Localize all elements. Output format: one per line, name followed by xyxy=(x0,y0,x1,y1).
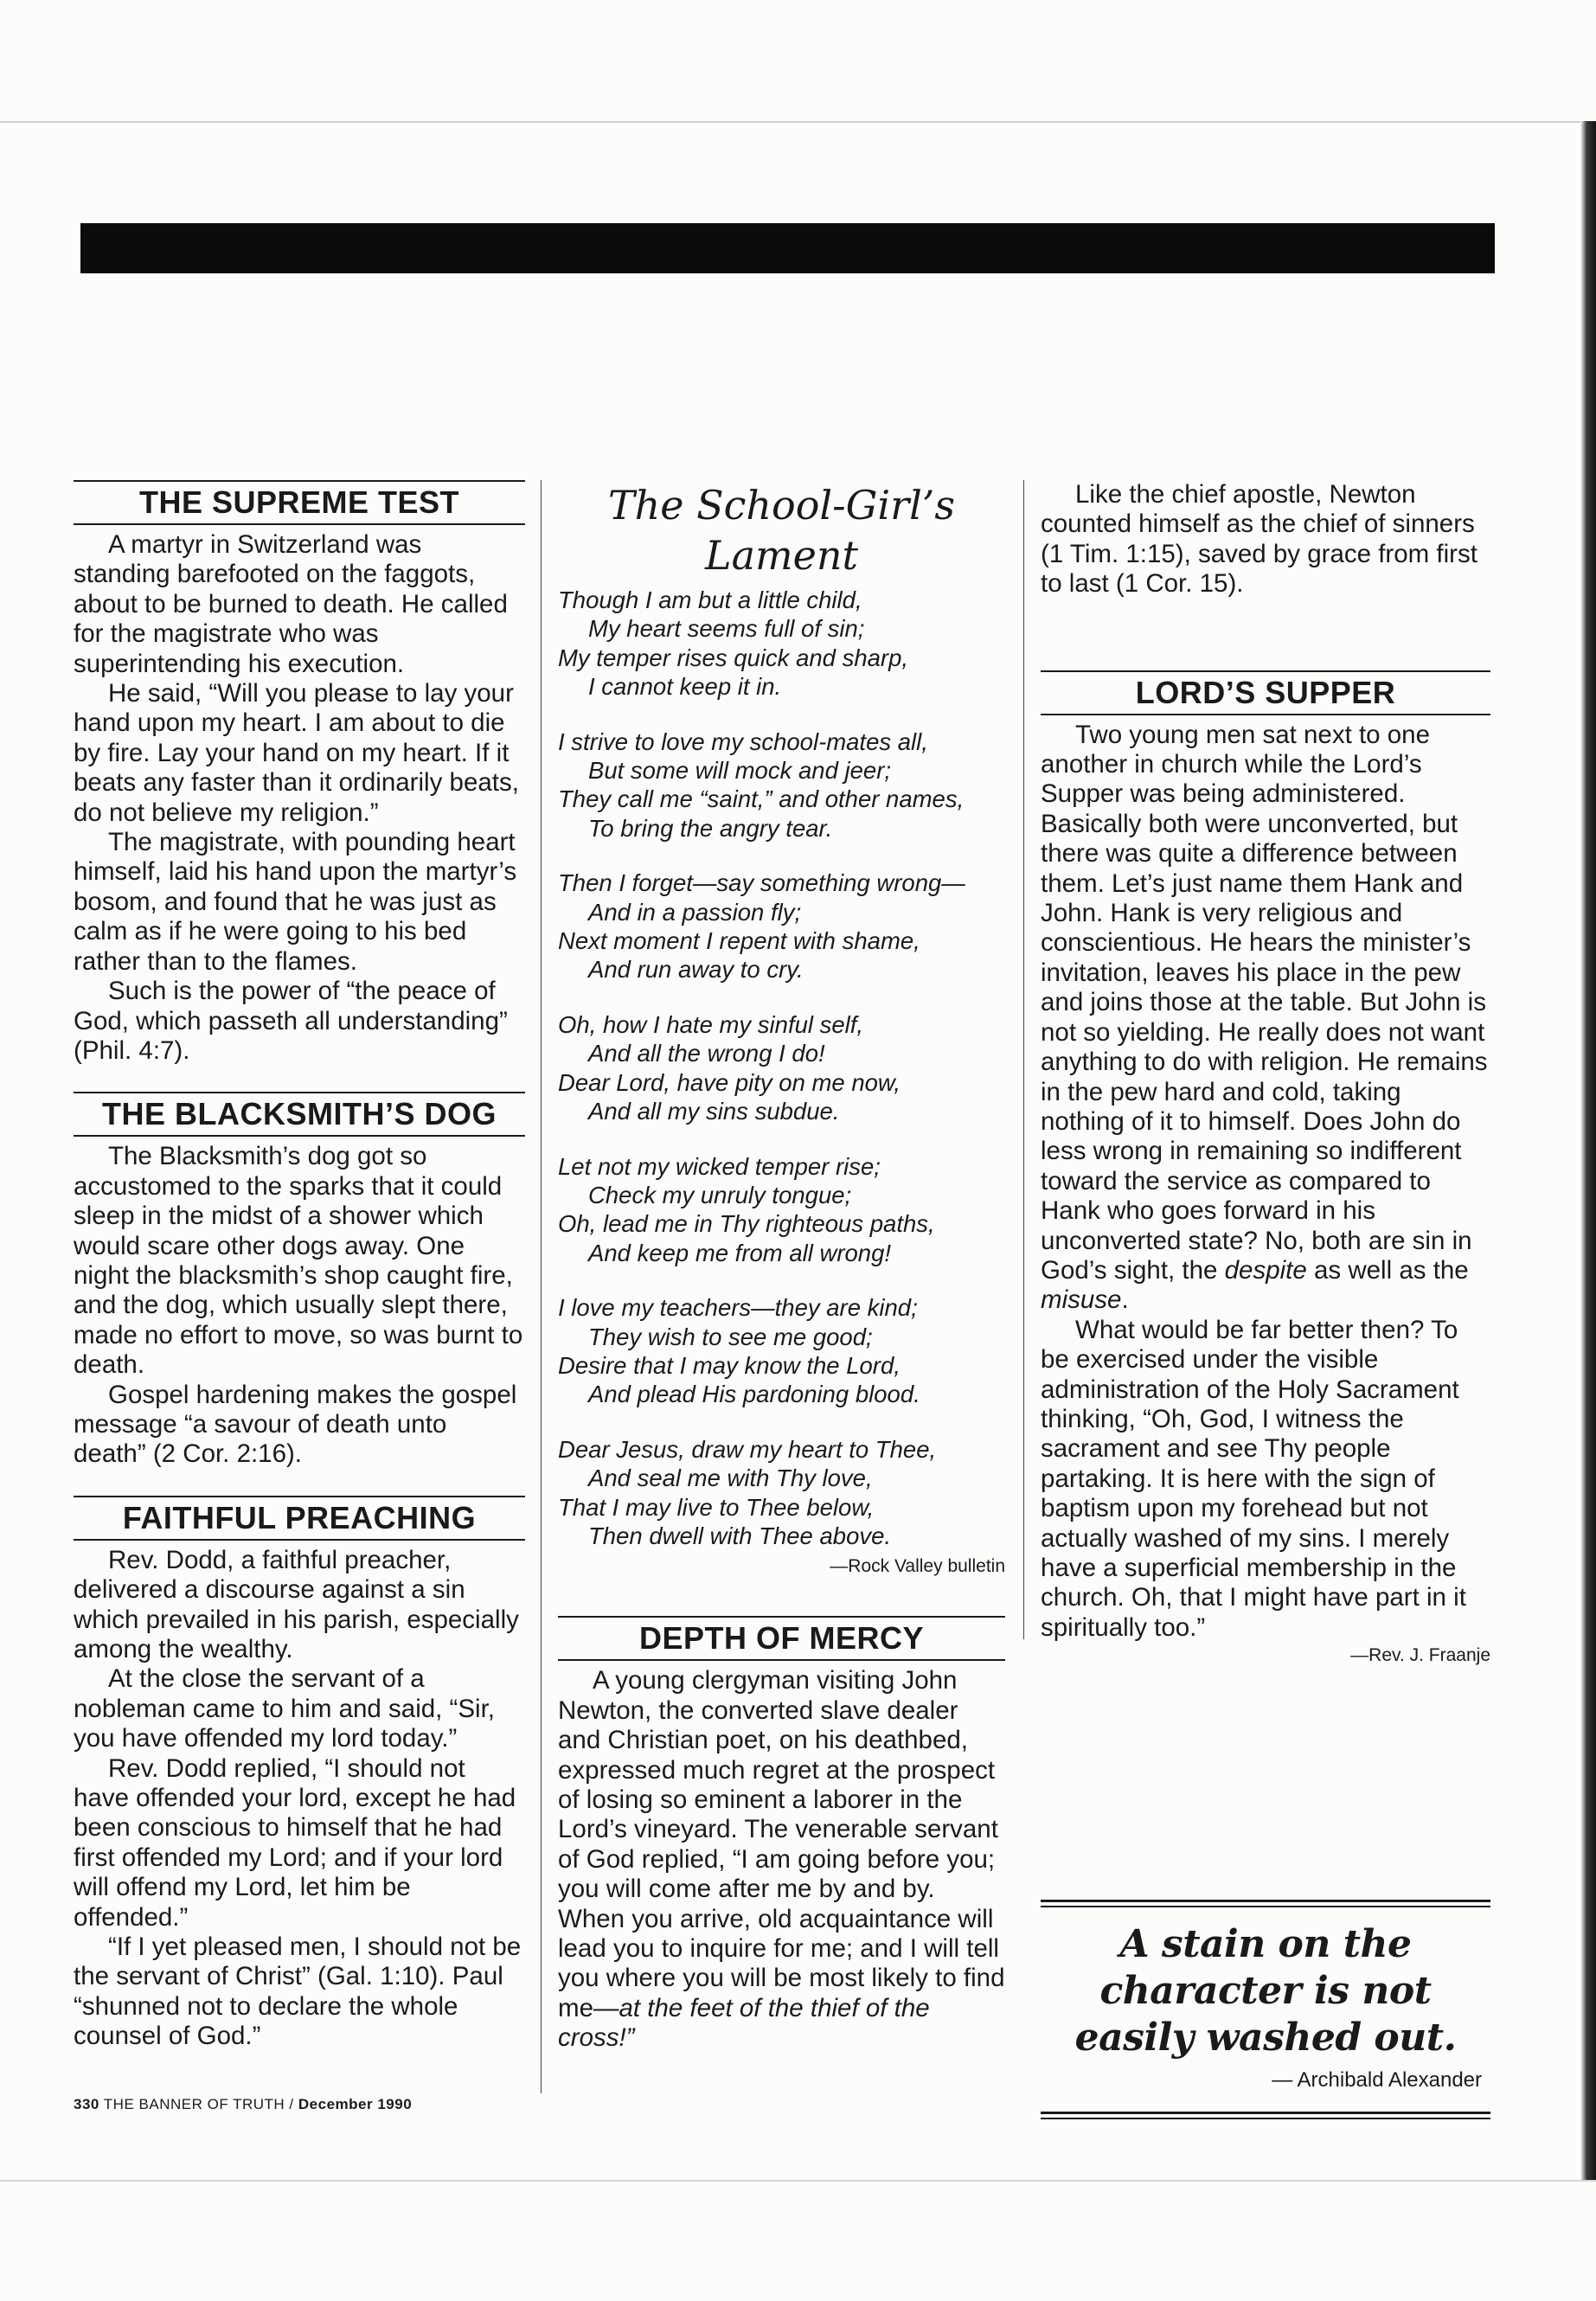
poem-title: The School-Girl’s Lament xyxy=(607,482,956,579)
poem-line: Oh, how I hate my sinful self, xyxy=(558,1010,864,1038)
poem-line: Next moment I repent with shame, xyxy=(558,927,920,955)
poem-line: Dear Lord, have pity on me now, xyxy=(558,1068,901,1096)
column-divider-2 xyxy=(1023,480,1024,1639)
lords-supper-text-mid: as well as the xyxy=(1306,1255,1469,1285)
paragraph: “If I yet pleased men, I should not be the servant of Christ” (Gal. 1:10). Paul “shunned not to declare the whole counsel of God.” xyxy=(74,1932,522,2051)
supreme-test-title: THE SUPREME TEST xyxy=(138,484,460,520)
poem-line: Oh, lead me in Thy righteous paths, xyxy=(558,1210,935,1238)
depth-text: A young clergyman visiting John Newton, the converted slave dealer and Christian poet, on his deathbed, expressed much regret at the prospect of losing so eminent a laborer in the Lord’s vineyard. The venerable servant of God replied, “I am going before you; you will come after me by and by. When you arrive, old acquaintance will lead you to inquire for me; and I will tell you where you will be most likely to find me— xyxy=(558,1666,1005,2022)
page-number: 330 xyxy=(74,2096,99,2112)
lords-supper-header xyxy=(1041,670,1490,715)
poem-line: That I may live to Thee below, xyxy=(558,1493,875,1521)
supreme-test-header xyxy=(74,480,525,525)
poem-line: And in a passion fly; xyxy=(588,898,802,926)
paragraph: A martyr in Switzerland was standing barefooted on the faggots, about to be burned to death. He called for the magistrate who was superintending his execution. xyxy=(74,530,508,678)
depth-body xyxy=(558,1666,1005,2053)
paragraph: Like the chief apostle, Newton counted himself as the chief of sinners (1 Tim. 1:15), saved by grace from first to last (1 Cor. 15). xyxy=(1041,480,1477,599)
blacksmith-header xyxy=(74,1092,525,1137)
poem-line: Though I am but a little child, xyxy=(558,586,862,613)
stanza xyxy=(558,1010,1005,1126)
lords-supper-text-end: . xyxy=(1121,1285,1129,1315)
poem-line: Let not my wicked temper rise; xyxy=(558,1152,881,1180)
poem-line: And all my sins subdue. xyxy=(588,1098,840,1125)
quote-rule-top xyxy=(1041,1900,1490,1907)
stanza xyxy=(558,1293,1005,1409)
depth-continued xyxy=(1041,480,1490,599)
emphasis-despite: despite xyxy=(1224,1255,1307,1285)
paragraph: Gospel hardening makes the gospel message “a savour of death unto death” (2 Cor. 2:16). xyxy=(74,1380,517,1469)
lords-supper-title: LORD’S SUPPER xyxy=(1135,674,1396,710)
poem-attribution: —Rock Valley bulletin xyxy=(830,1556,1005,1577)
paragraph: At the close the servant of a nobleman came to him and said, “Sir, you have offended my lord today.” xyxy=(74,1664,495,1753)
poem-line: They call me “saint,” and other names, xyxy=(558,785,965,813)
paragraph: Such is the power of “the peace of God, which passeth all understanding” (Phil. 4:7). xyxy=(74,977,508,1065)
poem-line: My temper rises quick and sharp, xyxy=(558,644,909,671)
poem-line: I cannot keep it in. xyxy=(588,673,782,701)
emphasis-misuse: misuse xyxy=(1041,1285,1122,1315)
paragraph: Rev. Dodd replied, “I should not have offended your lord, except he had been conscious to himself that he had first offended my Lord; and if your lord will offend my Lord, let him be offended.” xyxy=(74,1753,516,1932)
stanza xyxy=(558,1152,1005,1268)
poem-line: Dear Jesus, draw my heart to Thee, xyxy=(558,1435,937,1463)
column-divider-1 xyxy=(541,480,542,2093)
stanza xyxy=(558,586,1005,702)
poem-line: And seal me with Thy love, xyxy=(588,1465,873,1492)
poem-line: Then I forget—say something wrong— xyxy=(558,869,965,897)
poem-line: To bring the angry tear. xyxy=(588,814,833,842)
stanza xyxy=(558,868,1005,984)
blacksmith-body xyxy=(74,1142,525,1469)
poem-line: Desire that I may know the Lord, xyxy=(558,1351,901,1379)
depth-title: DEPTH OF MERCY xyxy=(638,1620,924,1657)
poem-line: Check my unruly tongue; xyxy=(588,1181,852,1208)
poem-body xyxy=(558,586,1005,1550)
faithful-title: FAITHFUL PREACHING xyxy=(122,1499,477,1535)
quote-author: — Archibald Alexander xyxy=(1272,2068,1482,2092)
lords-supper-attribution: —Rev. J. Fraanje xyxy=(1350,1645,1490,1666)
page-footer xyxy=(74,2096,412,2113)
header-bar xyxy=(80,223,1495,273)
lords-supper-text: Two young men sat next to one another in church while the Lord’s Supper was being administered. Basically both were unconverted, but there was quite a difference between them. Let’s just name them Hank and John. Hank is very religious and conscientious. He hears the minister’s invitation, leaves his place in the pew and joins those at the table. But John is not so yielding. He really does not want anything to do with religion. He remains in the pew hard and cold, taking nothing of it to himself. Does John do less wrong in remaining so indifferent toward the service as compared to Hank who goes forward in his unconverted state? No, both are sin in God’s sight, the xyxy=(1041,720,1488,1285)
page-top-edge xyxy=(0,121,1596,123)
poem-line: My heart seems full of sin; xyxy=(588,615,865,643)
paragraph: What would be far better then? To be exercised under the visible administration of the Holy Sacrament thinking, “Oh, God, I witness the sacrament and see Thy people partaking. It is here with the sign of baptism upon my forehead but not actually washed of my sins. I merely have a superficial membership in the church. Oh, that I might have part in it spiritually too.” xyxy=(1041,1315,1466,1642)
poem-line: Then dwell with Thee above. xyxy=(588,1522,892,1549)
poem-line: I strive to love my school-mates all, xyxy=(558,727,928,755)
quote-text: A stain on the character is not easily washed out. xyxy=(1074,1922,1457,2060)
scan-shadow-edge xyxy=(1580,121,1596,2180)
stanza xyxy=(558,727,1005,843)
poem-line: And keep me from all wrong! xyxy=(588,1239,892,1266)
paragraph: Rev. Dodd, a faithful preacher, delivered a discourse against a sin which prevailed in his parish, especially among the wealthy. xyxy=(74,1545,519,1663)
pull-quote xyxy=(1041,1900,1490,2119)
quote-rule-bottom xyxy=(1041,2112,1490,2119)
supreme-test-body xyxy=(74,530,525,1066)
issue-date: December 1990 xyxy=(298,2096,413,2112)
poem-line: And all the wrong I do! xyxy=(588,1040,825,1067)
paragraph xyxy=(558,1666,1005,2053)
publication-name: THE BANNER OF TRUTH / xyxy=(103,2096,294,2112)
depth-text-italic: at the feet of the thief of the cross!” xyxy=(558,1993,930,2053)
paragraph: The magistrate, with pounding heart himself, laid his hand upon the martyr’s bosom, and found that he was just as calm as if he were going to his bed rather than to the flames. xyxy=(74,828,517,976)
faithful-header xyxy=(74,1496,525,1541)
poem-line: They wish to see me good; xyxy=(588,1323,873,1350)
poem-line: And plead His pardoning blood. xyxy=(588,1381,920,1408)
paragraph xyxy=(1041,721,1490,1316)
stanza xyxy=(558,1435,1005,1551)
paragraph: The Blacksmith’s dog got so accustomed to the sparks that it could sleep in the midst of a shower which would scare other dogs away. One night the blacksmith’s shop caught fire, and the dog, which usually slept there, made no effort to move, so was burnt to death. xyxy=(74,1142,523,1380)
depth-header xyxy=(558,1616,1005,1661)
column-left xyxy=(74,480,525,2052)
column-right xyxy=(1041,480,1490,1669)
paragraph: He said, “Will you please to lay your hand upon my heart. I am about to die by fire. Lay your hand on my heart. If it beats any faster than it ordinarily beats, do not believe my religion.” xyxy=(74,679,519,827)
column-middle xyxy=(558,480,1005,2054)
poem-line: I love my teachers—they are kind; xyxy=(558,1294,918,1322)
poem-line: But some will mock and jeer; xyxy=(588,757,891,785)
faithful-body xyxy=(74,1546,525,2052)
poem-line: And run away to cry. xyxy=(588,956,804,984)
blacksmith-title: THE BLACKSMITH’S DOG xyxy=(102,1096,497,1132)
page-bottom-edge xyxy=(0,2180,1596,2182)
lords-supper-body xyxy=(1041,721,1490,1644)
